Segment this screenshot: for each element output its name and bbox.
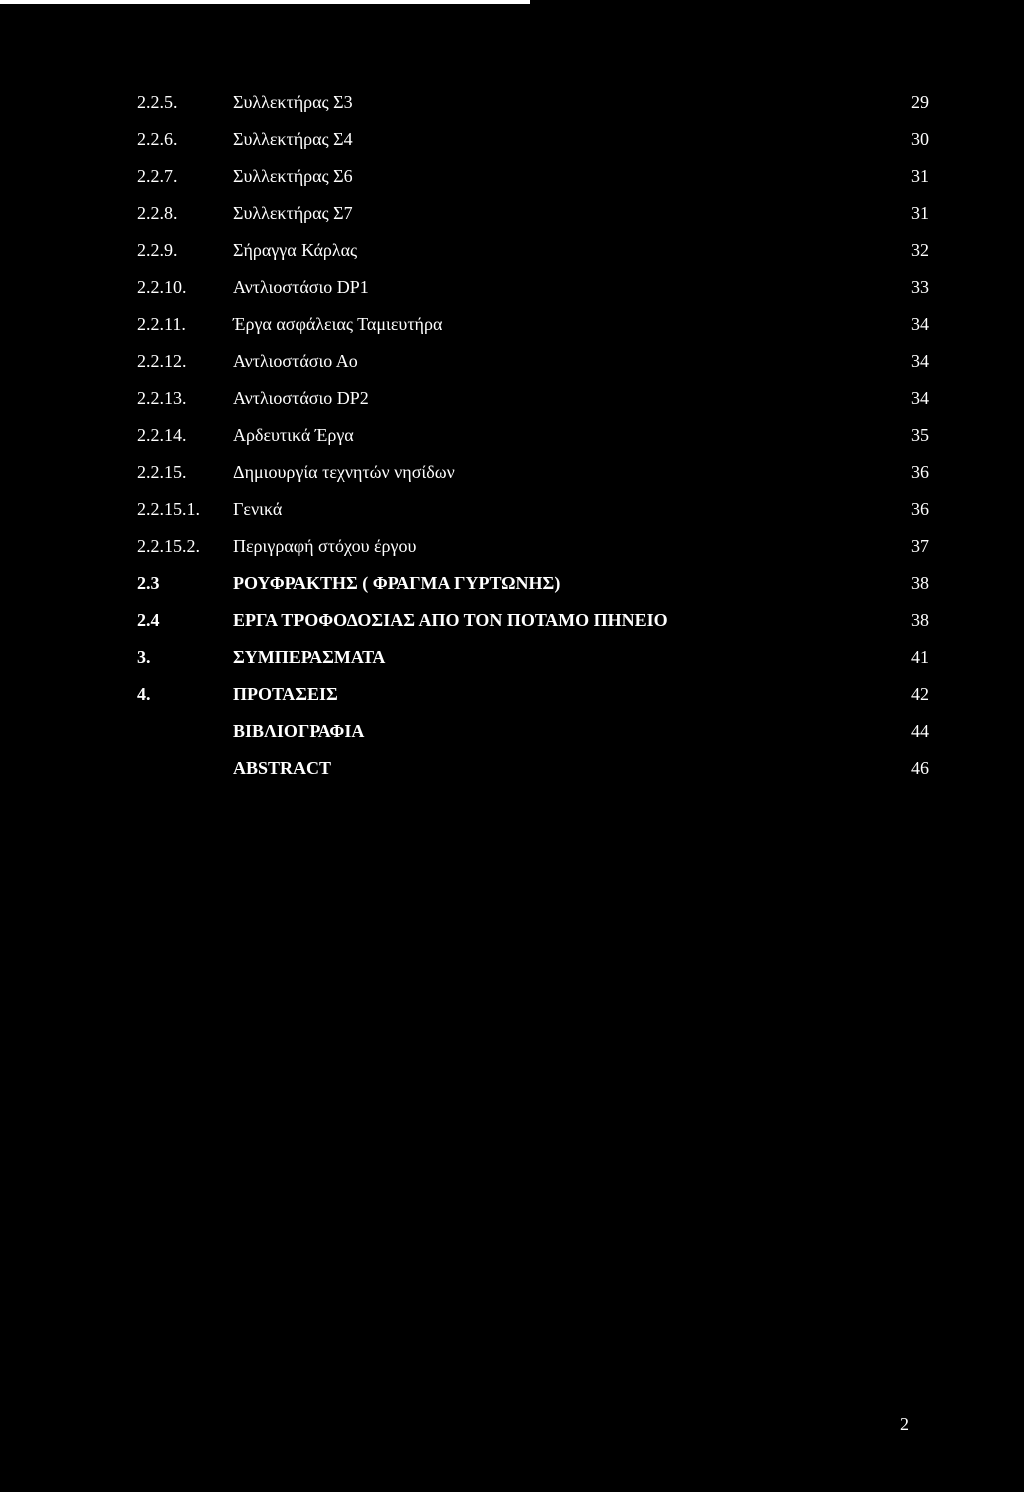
toc-entry-number: 2.3 xyxy=(137,573,160,593)
toc-entry-number: 2.2.7. xyxy=(137,166,178,186)
toc-entry-number: 2.2.8. xyxy=(137,203,178,223)
toc-entry[interactable] xyxy=(0,121,1024,158)
toc-entry[interactable] xyxy=(0,232,1024,269)
toc-entry[interactable] xyxy=(0,491,1024,528)
toc-entry-page: 38 xyxy=(911,610,929,630)
toc-entry-number: 4. xyxy=(137,684,151,704)
toc-entry-title: ΕΡΓΑ ΤΡΟΦΟΔΟΣΙΑΣ ΑΠΟ ΤΟΝ ΠΟΤΑΜΟ ΠΗΝΕΙΟ xyxy=(233,610,668,630)
toc-entry-title: Συλλεκτήρας Σ4 xyxy=(233,129,353,149)
toc-entry[interactable] xyxy=(0,528,1024,565)
toc-entry-number: 2.2.11. xyxy=(137,314,186,334)
table-of-contents xyxy=(0,84,1024,787)
toc-entry[interactable] xyxy=(0,565,1024,602)
toc-entry-title: ΒΙΒΛΙΟΓΡΑΦΙΑ xyxy=(233,721,365,741)
toc-entry[interactable] xyxy=(0,195,1024,232)
toc-entry-page: 29 xyxy=(911,92,929,112)
toc-entry-page: 37 xyxy=(911,536,929,556)
toc-entry-title: Δημιουργία τεχνητών νησίδων xyxy=(233,462,455,482)
toc-entry[interactable] xyxy=(0,380,1024,417)
toc-entry-title: Έργα ασφάλειας Ταμιευτήρα xyxy=(233,314,443,334)
toc-entry-number: 3. xyxy=(137,647,151,667)
toc-entry[interactable] xyxy=(0,454,1024,491)
toc-entry-page: 34 xyxy=(911,388,929,408)
toc-entry-page: 31 xyxy=(911,203,929,223)
toc-entry-title: ΡΟΥΦΡΑΚΤΗΣ ( ΦΡΑΓΜΑ ΓΥΡΤΩΝΗΣ) xyxy=(233,573,561,593)
toc-entry-page: 33 xyxy=(911,277,929,297)
toc-entry-title: ΣΥΜΠΕΡΑΣΜΑΤΑ xyxy=(233,647,386,667)
toc-entry-title: Συλλεκτήρας Σ6 xyxy=(233,166,353,186)
toc-entry-title: Γενικά xyxy=(233,499,283,519)
toc-entry[interactable] xyxy=(0,306,1024,343)
toc-entry-page: 46 xyxy=(911,758,929,778)
toc-entry-title: ΠΡΟΤΑΣΕΙΣ xyxy=(233,684,338,704)
toc-entry-title: Αρδευτικά Έργα xyxy=(233,425,354,445)
toc-entry-page: 34 xyxy=(911,351,929,371)
top-rule xyxy=(0,0,530,4)
toc-entry-number: 2.2.15.2. xyxy=(137,536,200,556)
toc-entry-title: Συλλεκτήρας Σ3 xyxy=(233,92,353,112)
toc-entry-page: 36 xyxy=(911,462,929,482)
toc-entry-page: 36 xyxy=(911,499,929,519)
toc-entry-number: 2.2.13. xyxy=(137,388,187,408)
toc-entry-page: 32 xyxy=(911,240,929,260)
toc-entry[interactable] xyxy=(0,602,1024,639)
toc-entry-page: 35 xyxy=(911,425,929,445)
toc-entry-number: 2.2.12. xyxy=(137,351,187,371)
toc-entry-title: Περιγραφή στόχου έργου xyxy=(233,536,417,556)
toc-entry-number: 2.4 xyxy=(137,610,160,630)
toc-entry-title: Αντλιοστάσιο DP2 xyxy=(233,388,369,408)
toc-entry-number: 2.2.14. xyxy=(137,425,187,445)
toc-entry-page: 38 xyxy=(911,573,929,593)
toc-entry-number: 2.2.5. xyxy=(137,92,178,112)
toc-entry[interactable] xyxy=(0,269,1024,306)
toc-entry[interactable] xyxy=(0,417,1024,454)
toc-entry[interactable] xyxy=(0,713,1024,750)
toc-entry-title: ABSTRACT xyxy=(233,758,332,778)
toc-entry-title: Αντλιοστάσιο DP1 xyxy=(233,277,369,297)
toc-entry-page: 41 xyxy=(911,647,929,667)
toc-entry-number: 2.2.6. xyxy=(137,129,178,149)
toc-entry-number: 2.2.10. xyxy=(137,277,187,297)
toc-entry-number: 2.2.15.1. xyxy=(137,499,200,519)
toc-entry-page: 44 xyxy=(911,721,929,741)
toc-entry[interactable] xyxy=(0,158,1024,195)
page-number: 2 xyxy=(900,1414,909,1434)
toc-entry-title: Συλλεκτήρας Σ7 xyxy=(233,203,353,223)
toc-entry[interactable] xyxy=(0,84,1024,121)
toc-entry-number: 2.2.9. xyxy=(137,240,178,260)
toc-entry-title: Σήραγγα Κάρλας xyxy=(233,240,358,260)
toc-entry-number: 2.2.15. xyxy=(137,462,187,482)
toc-entry-page: 31 xyxy=(911,166,929,186)
toc-entry[interactable] xyxy=(0,750,1024,787)
toc-entry-page: 42 xyxy=(911,684,929,704)
toc-entry-page: 34 xyxy=(911,314,929,334)
toc-entry[interactable] xyxy=(0,676,1024,713)
toc-entry-title: Αντλιοστάσιο Αο xyxy=(233,351,358,371)
toc-entry-page: 30 xyxy=(911,129,929,149)
toc-entry[interactable] xyxy=(0,639,1024,676)
toc-entry[interactable] xyxy=(0,343,1024,380)
